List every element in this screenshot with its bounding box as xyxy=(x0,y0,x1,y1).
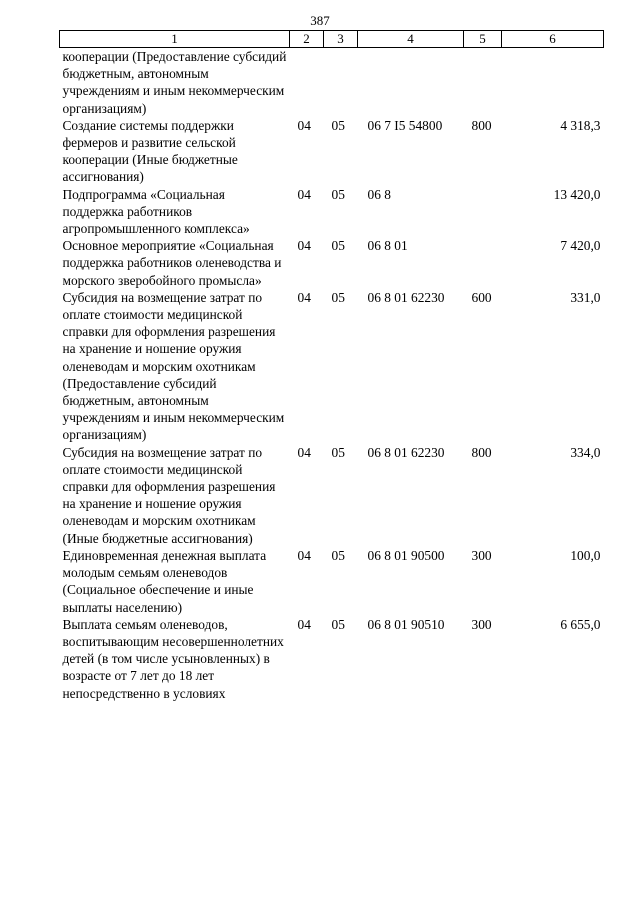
row-section: 04 xyxy=(297,289,311,305)
row-amount: 331,0 xyxy=(570,289,601,305)
row-name: Единовременная денежная выплата молодым семьям оленеводов (Социальное обеспечение и иные выплаты населению) xyxy=(62,547,267,615)
table-row xyxy=(60,117,604,186)
row-expense-type xyxy=(464,48,502,117)
row-target-code: 06 8 01 62230 xyxy=(367,289,445,305)
row-expense-type: 600 xyxy=(471,289,492,305)
row-expense-type xyxy=(464,237,502,289)
row-expense-type: 800 xyxy=(471,444,492,460)
row-target-code: 06 8 01 62230 xyxy=(367,444,445,460)
budget-table xyxy=(59,30,604,702)
row-subsection xyxy=(324,48,358,117)
row-amount: 334,0 xyxy=(570,444,601,460)
row-target-code xyxy=(358,48,464,117)
table-row xyxy=(60,48,604,117)
row-target-code: 06 7 I5 54800 xyxy=(367,117,443,133)
row-expense-type xyxy=(464,186,502,238)
table-row xyxy=(60,186,604,238)
header-col-4: 4 xyxy=(358,31,464,48)
row-name: Основное мероприятие «Социальная поддержка работников оленеводства и морского зверобойного промысла» xyxy=(62,238,282,288)
row-target-code: 06 8 01 90510 xyxy=(367,616,445,632)
row-name: Подпрограмма «Социальная поддержка работников агропромышленного комплекса» xyxy=(62,186,250,237)
row-name: Субсидия на возмещение затрат по оплате стоимости медицинской справки для оформления разрешения на хранение и ношение оружия оленеводам и морским охотникам (Иные бюджетные ассигнования) xyxy=(62,444,276,546)
table-body xyxy=(60,48,604,702)
row-amount xyxy=(502,48,604,117)
row-amount: 6 655,0 xyxy=(560,616,601,632)
row-amount: 13 420,0 xyxy=(553,186,601,202)
row-amount: 100,0 xyxy=(570,547,601,563)
row-subsection: 05 xyxy=(331,444,345,460)
page-number: 387 xyxy=(310,13,330,28)
row-target-code: 06 8 xyxy=(367,186,391,202)
row-name: Субсидия на возмещение затрат по оплате стоимости медицинской справки для оформления разрешения на хранение и ношение оружия оленеводам и морским охотникам (Предоставление субсидий бюджетным, автономным учреждениям и иным некоммерческим организациям) xyxy=(62,289,285,443)
row-target-code: 06 8 01 90500 xyxy=(367,547,445,563)
row-amount: 4 318,3 xyxy=(560,117,601,133)
header-col-1: 1 xyxy=(60,31,290,48)
row-section: 04 xyxy=(297,547,311,563)
table-row xyxy=(60,289,604,444)
header-col-2: 2 xyxy=(290,31,324,48)
row-expense-type: 300 xyxy=(471,547,492,563)
header-col-3: 3 xyxy=(324,31,358,48)
table-header xyxy=(60,31,604,48)
row-subsection: 05 xyxy=(331,289,345,305)
row-target-code: 06 8 01 xyxy=(367,238,408,254)
row-name: кооперации (Предоставление субсидий бюджетным, автономным учреждениям и иным некоммерческим организациям) xyxy=(62,49,287,116)
header-col-5: 5 xyxy=(464,31,502,48)
table-row xyxy=(60,547,604,616)
row-amount: 7 420,0 xyxy=(560,238,601,254)
row-name: Выплата семьям оленеводов, воспитывающим несовершеннолетних детей (в том числе усыновленных) в возрасте от 7 лет до 18 лет непосредственно в условиях xyxy=(62,616,284,701)
row-section: 04 xyxy=(297,444,311,460)
row-subsection: 05 xyxy=(331,186,345,202)
row-section xyxy=(290,48,324,117)
table-row xyxy=(60,444,604,547)
row-name: Создание системы поддержки фермеров и развитие сельской кооперации (Иные бюджетные ассигнования) xyxy=(62,117,238,185)
header-col-6: 6 xyxy=(502,31,604,48)
row-expense-type: 800 xyxy=(471,117,492,133)
row-section: 04 xyxy=(297,616,311,632)
row-section: 04 xyxy=(297,117,311,133)
row-subsection: 05 xyxy=(331,117,345,133)
row-subsection: 05 xyxy=(331,238,345,254)
row-section: 04 xyxy=(297,238,311,254)
row-subsection: 05 xyxy=(331,616,345,632)
table-row xyxy=(60,237,604,289)
row-section: 04 xyxy=(297,186,311,202)
table-row xyxy=(60,616,604,702)
row-expense-type: 300 xyxy=(471,616,492,632)
row-subsection: 05 xyxy=(331,547,345,563)
